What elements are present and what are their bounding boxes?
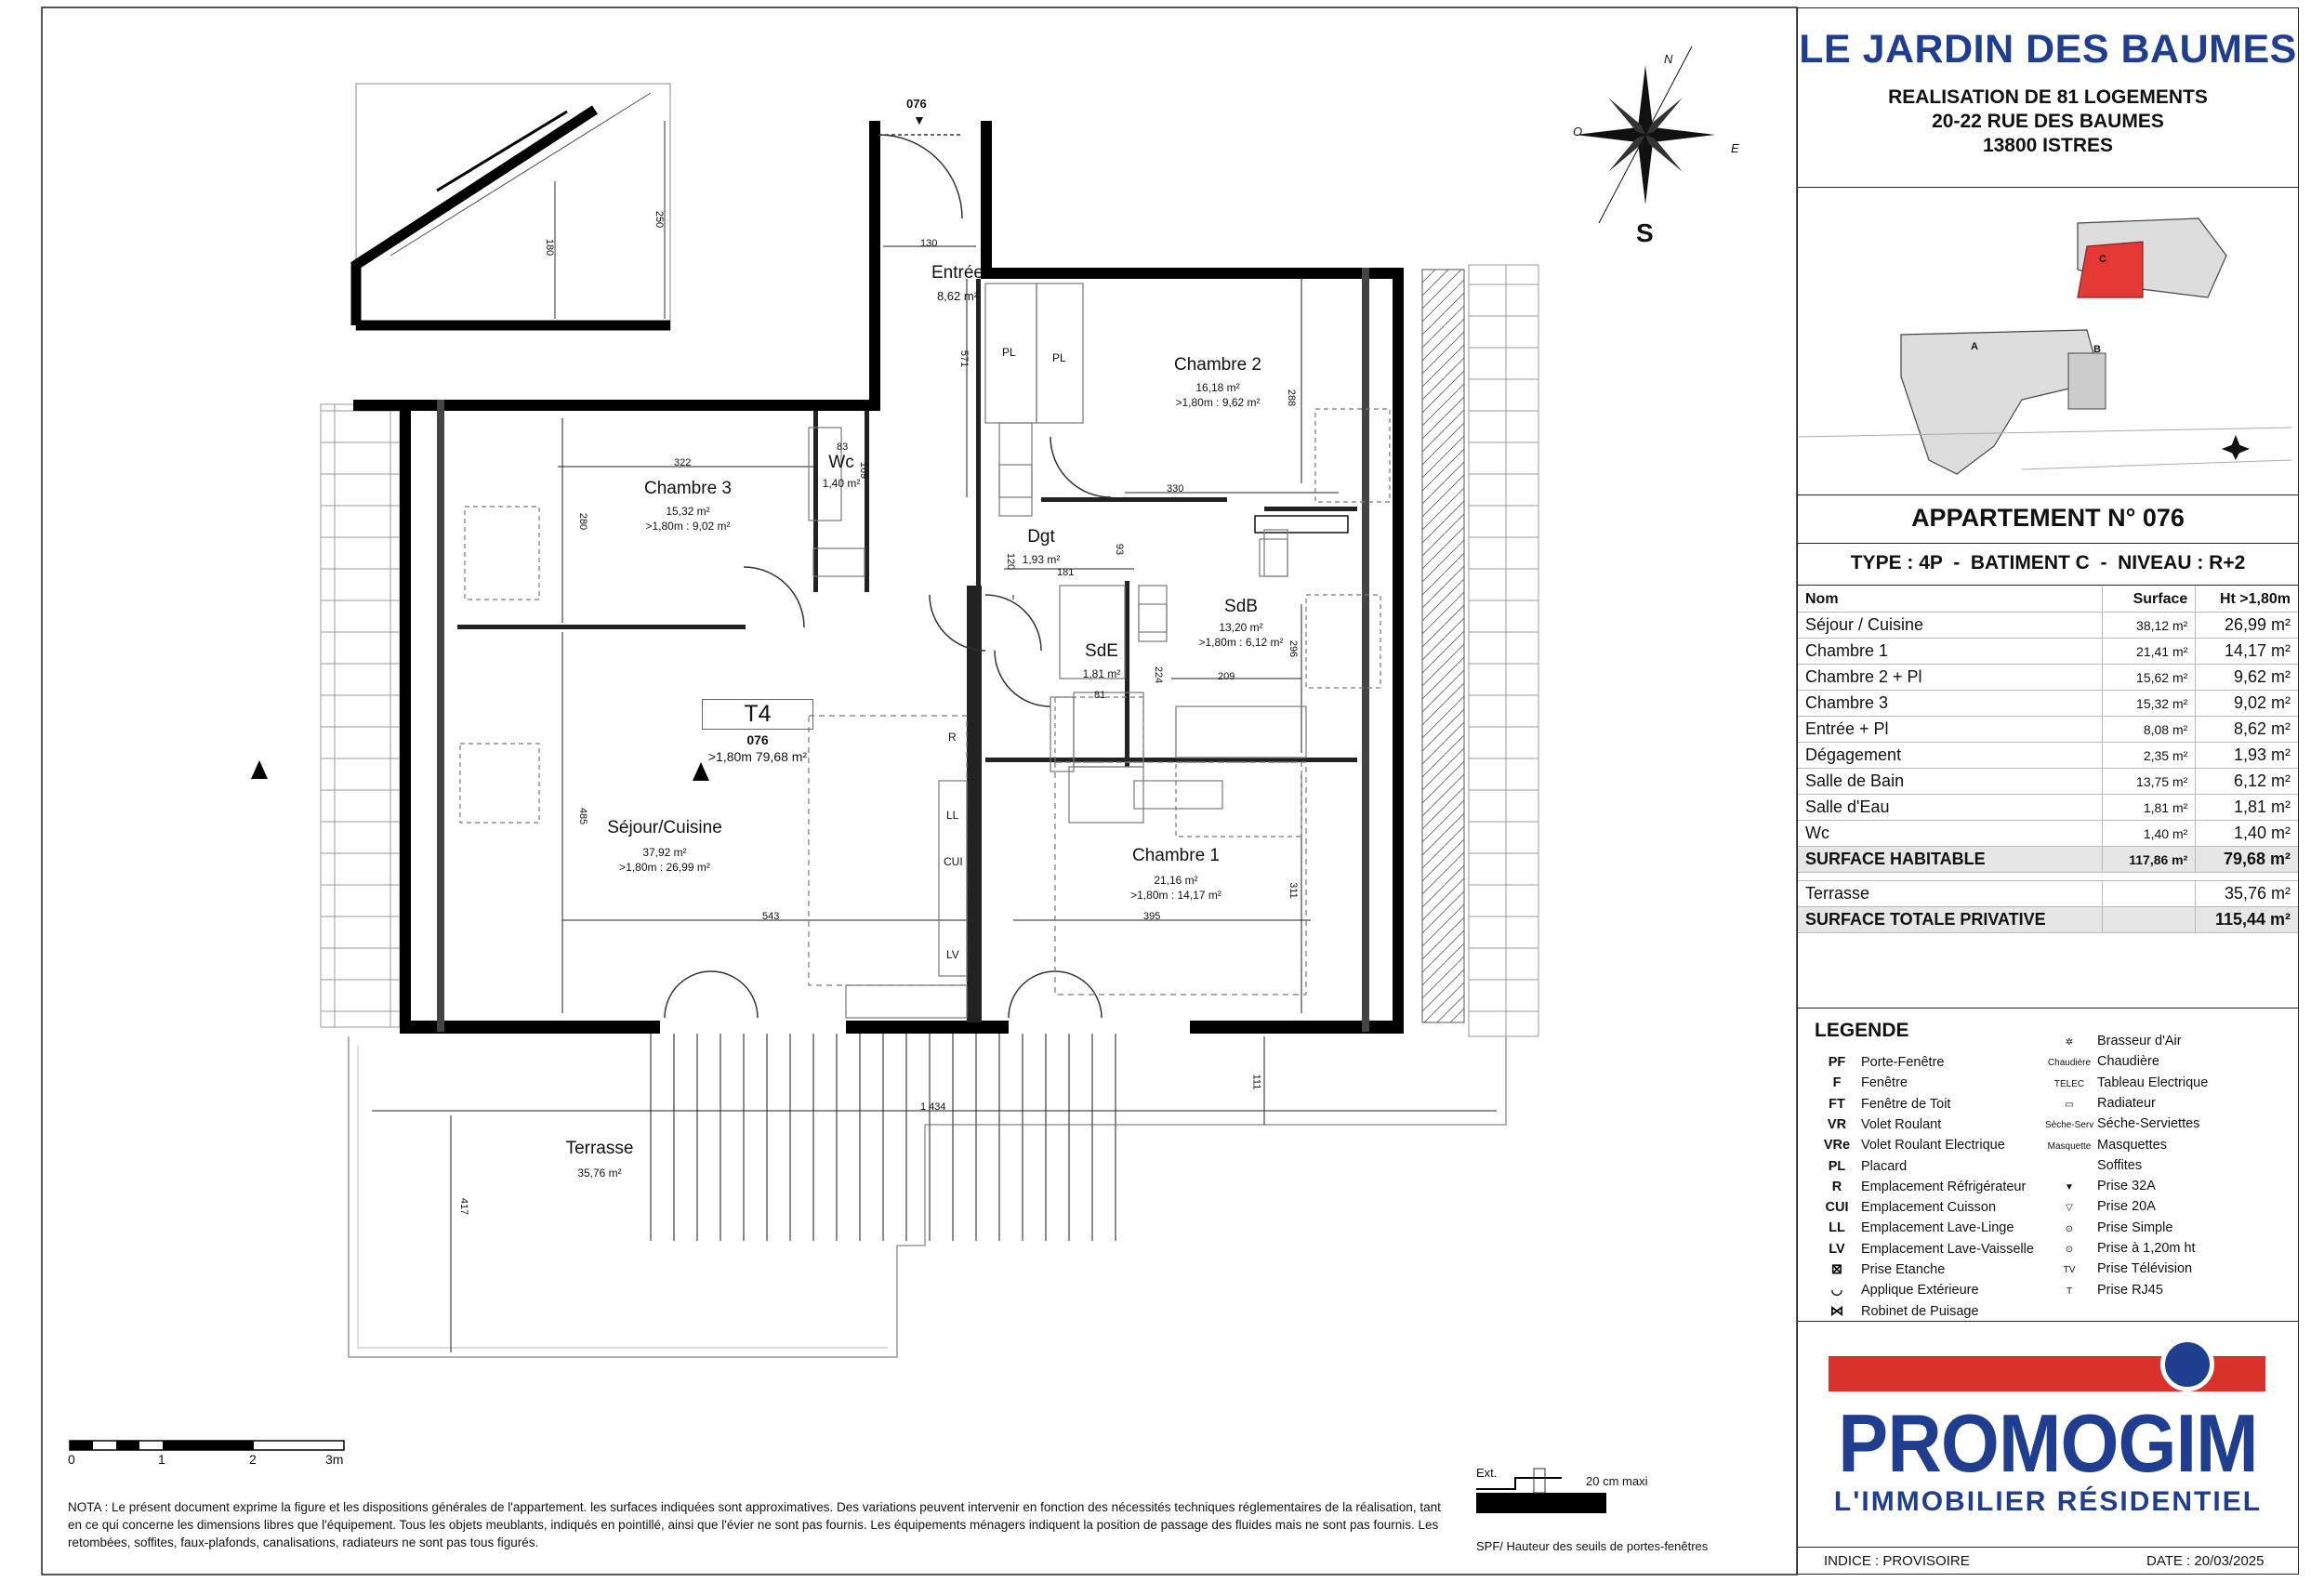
room-name: Wc: [828, 453, 854, 472]
terrasse-row: Terrasse 35,76 m²: [1798, 881, 2298, 907]
scale-bar: [70, 1441, 344, 1450]
header-height: Ht >1,80m: [2196, 587, 2298, 613]
legend-code: PF: [1828, 1055, 1846, 1070]
legend-code: LL: [1829, 1220, 1845, 1236]
dim-label: 417: [458, 1197, 470, 1216]
legend-code: R: [1831, 1179, 1842, 1194]
legend-item: [1813, 1117, 1941, 1132]
threshold-maxi: 20 cm maxi: [1586, 1474, 1648, 1488]
legend-item: [2045, 1054, 2159, 1069]
header-surface: Surface: [2102, 587, 2195, 613]
legend-item: [1813, 1304, 1979, 1319]
dim-label: 224: [1153, 666, 1165, 684]
entry-arrow-icon: ▼: [913, 112, 926, 127]
legend-code: CUI: [1825, 1200, 1849, 1216]
disclaimer-note: NOTA : Le présent document exprime la figure et les dispositions générales de l'appartement. les surfaces indiquées sont approximatives. Des variations peuvent intervenir en fonction des nécessités techniques réglementaires de la réalisation, tant en ce qui concerne les dimensions libres que l'équipement. Tous les objets meublants, indiqués en pointillé, ainsi que l'évier ne sont pas fournis. Les équipements ménagers indiquent la position de passage des fluides mais ne sont pas fournis. Les retombées, soffites, faux-plafonds, canalisations, radiateurs ne sont pas tous figurés.: [68, 1500, 1441, 1549]
surface-table: [1798, 587, 2298, 933]
room-sde: [1069, 641, 1134, 680]
room-sdb: [1181, 597, 1301, 649]
fixture-code: R: [948, 731, 957, 744]
room-area: 1,40 m²: [822, 477, 861, 490]
legend-code: VRe: [1823, 1138, 1851, 1154]
legend-label: Fenêtre: [1861, 1075, 1908, 1091]
date-label: DATE : 20/03/2025: [2146, 1553, 2265, 1569]
room-name: Dgt: [1027, 527, 1055, 547]
fixture-code: PL: [1002, 346, 1016, 359]
legend-icon: ▼: [2065, 1182, 2074, 1193]
legend-label: Robinet de Puisage: [1861, 1303, 1979, 1319]
legend-item: [2045, 1220, 2172, 1235]
room-height-area: >1,80m : 26,99 m²: [619, 861, 710, 874]
legend-item: [1813, 1055, 1944, 1070]
legend-icon: ✲: [2065, 1037, 2074, 1048]
room-height-area: >1,80m : 14,17 m²: [1130, 889, 1221, 902]
legend-item: [2045, 1096, 2156, 1111]
legend-icon: T: [2066, 1285, 2073, 1297]
room-name: SdB: [1224, 597, 1258, 616]
legend-code: VR: [1827, 1116, 1847, 1132]
door-swings: [665, 135, 1111, 1018]
legend-label: Prise 32A: [2097, 1179, 2156, 1194]
threshold-ext: Ext.: [1476, 1466, 1498, 1480]
dim-label: 322: [674, 457, 692, 468]
legend-label: Porte-Fenêtre: [1861, 1055, 1945, 1070]
legend-code: F: [1832, 1075, 1842, 1091]
legend-item: [2045, 1199, 2156, 1214]
dim-label: 93: [1114, 543, 1126, 556]
legend-item: [1813, 1262, 1945, 1277]
compass-s: S: [1636, 218, 1654, 247]
legend-icon: TELEC: [2053, 1078, 2085, 1089]
project-line-1: REALISATION DE 81 LOGEMENTS: [1888, 86, 2208, 108]
compass-rose: [1576, 46, 1715, 223]
room-entree: [902, 263, 1013, 303]
room-area: 37,92 m²: [642, 846, 687, 859]
fixture-code: PL: [1052, 351, 1066, 364]
room-name: Séjour/Cuisine: [607, 818, 722, 837]
legend-label: Applique Extérieure: [1861, 1283, 1979, 1299]
room-name: Chambre 2: [1174, 355, 1261, 375]
room-area: 35,76 m²: [577, 1167, 622, 1180]
room-area: 1,81 m²: [1082, 667, 1121, 680]
type-area: >1,80m 79,68 m²: [707, 749, 808, 764]
table-row: Salle d'Eau 1,81 m² 1,81 m²: [1798, 795, 2298, 821]
room-area: 15,32 m²: [666, 505, 710, 518]
site-label: A: [1971, 341, 1978, 352]
apartment-type-line: TYPE : 4P - BATIMENT C - NIVEAU : R+2: [1850, 552, 2246, 573]
legend-item: [2045, 1241, 2196, 1256]
terrace-area: [349, 1036, 1506, 1357]
legend-item: [2045, 1138, 2167, 1153]
site-label: C: [2099, 254, 2106, 265]
brand-tagline: L'IMMOBILIER RÉSIDENTIEL: [1833, 1486, 2263, 1517]
dim-label: 1 434: [920, 1101, 946, 1113]
legend-title: LEGENDE: [1815, 1020, 1909, 1041]
legend-item: [2045, 1075, 2208, 1090]
legend-label: Fenêtre de Toit: [1861, 1096, 1951, 1112]
project-line-2: 20-22 RUE DES BAUMES: [1932, 111, 2164, 132]
header-name: Nom: [1798, 587, 2102, 613]
dim-label: 543: [762, 911, 780, 922]
room-height-area: >1,80m : 6,12 m²: [1198, 636, 1284, 649]
legend-item: [1813, 1138, 2005, 1153]
legend-item: [2045, 1034, 2182, 1048]
fixture-code: LL: [946, 809, 959, 822]
room-name: Chambre 3: [644, 479, 732, 498]
legend-label: Emplacement Lave-Vaisselle: [1861, 1241, 2034, 1257]
room-name: Terrasse: [565, 1139, 634, 1158]
legend-label: Prise 20A: [2097, 1199, 2156, 1215]
legend-label: Séche-Serviettes: [2097, 1116, 2200, 1132]
legend-label: Emplacement Lave-Linge: [1861, 1220, 2014, 1236]
legend-icon: Masquette: [2047, 1140, 2092, 1152]
dim-label: 83: [837, 442, 849, 453]
legend-item: [1813, 1075, 1908, 1090]
table-row: Séjour / Cuisine 38,12 m² 26,99 m²: [1798, 613, 2298, 639]
dim-label: 288: [1286, 389, 1298, 407]
dim-label: 120: [1005, 552, 1017, 571]
dim-label: 81: [1094, 690, 1106, 701]
legend-item: [1813, 1200, 1996, 1215]
legend-label: Prise Simple: [2097, 1219, 2173, 1235]
compass-e: E: [1731, 141, 1739, 155]
scale-label: 3m: [325, 1452, 344, 1467]
legend-label: Chaudière: [2097, 1054, 2159, 1070]
legend-icon: TV: [2063, 1265, 2076, 1276]
dim-label: 169: [858, 461, 870, 480]
room-area: 16,18 m²: [1195, 381, 1240, 394]
legend-code: PL: [1828, 1158, 1846, 1174]
legend-item: [1813, 1097, 1950, 1112]
legend-item: [1813, 1242, 2034, 1257]
legend-label: Emplacement Cuisson: [1861, 1200, 1997, 1216]
legend-item: [2045, 1283, 2163, 1298]
table-row: Chambre 3 15,32 m² 9,02 m²: [1798, 691, 2298, 717]
room-area: 1,93 m²: [1022, 553, 1061, 566]
table-row: Dégagement 2,35 m² 1,93 m²: [1798, 743, 2298, 769]
fixture-code: LV: [946, 948, 959, 961]
legend-code: ⊠: [1830, 1262, 1843, 1277]
unit-number-tag: 076: [906, 97, 927, 111]
threshold-caption: SPF/ Hauteur des seuils de portes-fenêtres: [1476, 1539, 1709, 1553]
section-markers: [251, 760, 709, 781]
dim-label: 311: [1287, 882, 1299, 899]
table-row: Chambre 1 21,41 m² 14,17 m²: [1798, 639, 2298, 665]
legend-item: [1813, 1180, 2026, 1194]
legend-code: ◡: [1830, 1283, 1843, 1299]
legend-item: [1813, 1283, 1979, 1298]
dim-label: 296: [1287, 639, 1300, 658]
project-title: LE JARDIN DES BAUMES: [1799, 27, 2297, 72]
legend-label: Soffites: [2097, 1157, 2143, 1173]
legend-item: [2045, 1261, 2192, 1276]
legend-icon: ▭: [2065, 1099, 2074, 1110]
legend-icon: ⊙: [2065, 1223, 2074, 1234]
type-tag: [702, 699, 813, 764]
dimension-lines: [372, 246, 1497, 1352]
legend-item: [2045, 1158, 2142, 1173]
room-area: 13,20 m²: [1219, 621, 1263, 634]
legend-label: Emplacement Réfrigérateur: [1861, 1179, 2027, 1194]
legend-label: Brasseur d'Air: [2097, 1034, 2182, 1048]
legend-icon: ⊙: [2065, 1245, 2074, 1255]
fixture-code: CUI: [944, 855, 963, 868]
legend-icon: Chaudière: [2047, 1058, 2092, 1069]
pergola: [651, 1034, 1116, 1241]
scale-label: 0: [68, 1452, 75, 1467]
scale-label: 1: [158, 1452, 165, 1467]
brand-name: PROMOGIM: [1838, 1397, 2258, 1489]
legend-label: Volet Roulant Electrique: [1861, 1138, 2005, 1154]
room-name: Entrée: [931, 263, 984, 283]
surface-habitable-row: SURFACE HABITABLE 117,86 m² 79,68 m²: [1798, 847, 2298, 873]
room-name: SdE: [1085, 641, 1118, 661]
type-number: 076: [746, 732, 769, 747]
room-height-area: >1,80m : 9,62 m²: [1175, 396, 1261, 409]
indice-label: INDICE : PROVISOIRE: [1824, 1553, 1970, 1569]
dim-label: 209: [1218, 671, 1235, 682]
section-sketch: [356, 84, 670, 330]
legend-label: Tableau Electrique: [2097, 1074, 2209, 1090]
legend-item: [2045, 1116, 2199, 1131]
legend-code: FT: [1829, 1096, 1845, 1112]
legend-item: [2045, 1179, 2156, 1193]
dim-label: 330: [1167, 483, 1184, 494]
site-label: B: [2093, 344, 2101, 355]
legend-item: [1813, 1159, 1907, 1174]
legend-code: LV: [1829, 1241, 1845, 1257]
room-height-area: >1,80m : 9,02 m²: [645, 520, 731, 533]
room-terrasse: [535, 1139, 665, 1180]
table-row: Chambre 2 + Pl 15,62 m² 9,62 m²: [1798, 665, 2298, 691]
room-sejour-cuisine: [586, 818, 744, 874]
legend-item: [1813, 1220, 2014, 1235]
room-area: 8,62 m²: [936, 289, 979, 303]
brand-logo-dot: [2160, 1338, 2214, 1391]
table-row: Salle de Bain 13,75 m² 6,12 m²: [1798, 769, 2298, 795]
table-row: Wc 1,40 m² 1,40 m²: [1798, 821, 2298, 847]
room-name: Chambre 1: [1132, 846, 1220, 865]
apartment-title: APPARTEMENT N° 076: [1911, 504, 2185, 532]
legend-label: Prise Télévision: [2097, 1261, 2193, 1277]
room-area: 21,16 m²: [1154, 874, 1198, 887]
type-label: T4: [702, 699, 813, 730]
dim-label: 280: [577, 512, 589, 531]
compass-o: O: [1573, 125, 1583, 138]
dim-label: 485: [577, 807, 589, 825]
dim-label: 111: [1250, 1074, 1262, 1090]
project-line-3: 13800 ISTRES: [1982, 135, 2114, 156]
room-chambre-3: [623, 479, 753, 533]
legend-label: Prise RJ45: [2097, 1282, 2163, 1298]
dim-label: 571: [958, 349, 971, 368]
legend-label: Masquettes: [2097, 1137, 2167, 1153]
room-chambre-2: [1153, 355, 1283, 409]
compass-n: N: [1664, 52, 1673, 66]
dim-label: 180: [544, 238, 556, 257]
legend-code: ⋈: [1829, 1303, 1844, 1319]
table-header: [1798, 587, 2298, 613]
legend-label: Radiateur: [2097, 1095, 2156, 1111]
legend-label: Prise Etanche: [1861, 1262, 1946, 1277]
table-row: Entrée + Pl 8,08 m² 8,62 m²: [1798, 717, 2298, 743]
info-panel: [1797, 7, 2299, 1575]
total-row: SURFACE TOTALE PRIVATIVE 115,44 m²: [1798, 907, 2298, 933]
dim-label: 130: [920, 238, 938, 249]
legend-icon: Sèche-Serv: [2045, 1120, 2094, 1131]
legend-label: Placard: [1861, 1158, 1908, 1174]
exterior-walls: [353, 121, 1404, 1034]
room-chambre-1: [1111, 846, 1241, 902]
dim-label: 250: [654, 210, 666, 229]
dim-label: 395: [1143, 911, 1161, 922]
legend-icon: ▽: [2066, 1203, 2073, 1214]
dim-label: 181: [1057, 567, 1075, 578]
scale-label: 2: [249, 1452, 257, 1467]
legend-label: Prise à 1,20m ht: [2097, 1241, 2196, 1256]
legend-label: Volet Roulant: [1861, 1116, 1942, 1132]
